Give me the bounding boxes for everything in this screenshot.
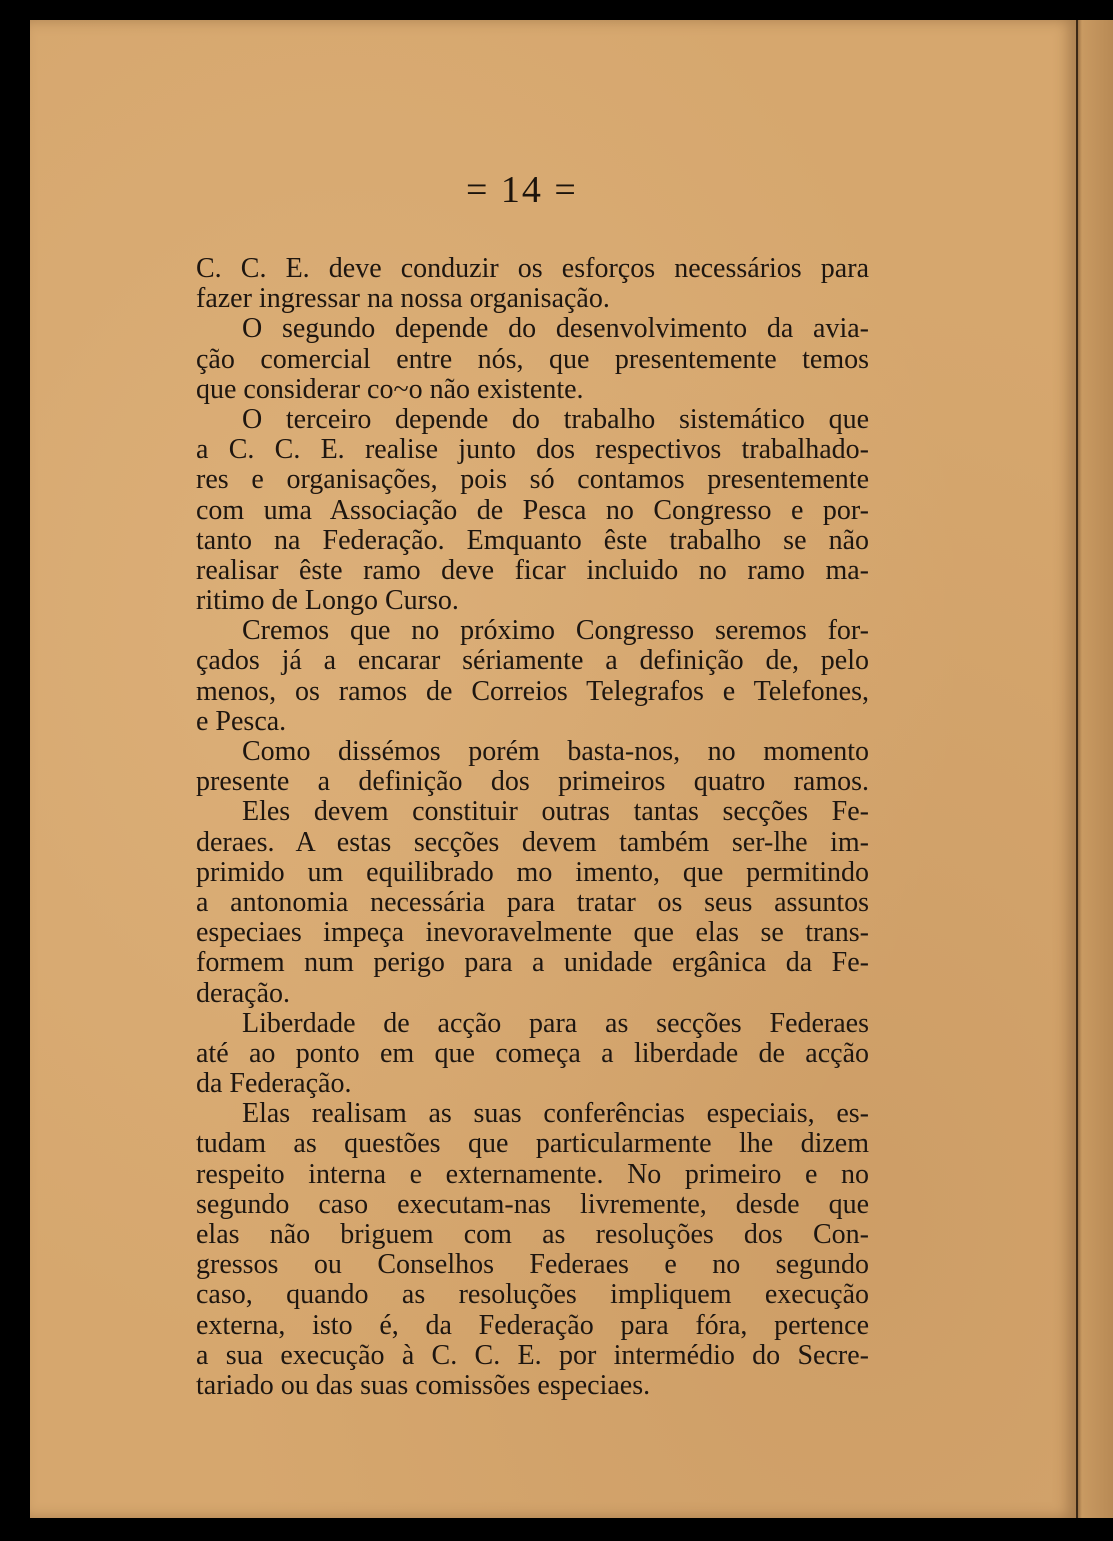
text-line: respeito interna e externamente. No primeiro e no xyxy=(196,1158,869,1190)
text-line: ritimo de Longo Curso. xyxy=(196,585,459,617)
text-line: com uma Associação de Pesca no Congresso e por- xyxy=(196,494,869,526)
text-line: Elas realisam as suas conferências especiais, es- xyxy=(242,1098,869,1130)
text-line: C. C. E. deve conduzir os esforços necessários para xyxy=(196,253,869,284)
text-line: çados já a encarar sériamente a definição de, pelo xyxy=(196,645,869,677)
text-line: da Federação. xyxy=(196,1068,352,1100)
page-number: = 14 = xyxy=(466,169,578,211)
text-line: tudam as questões que particularmente lhe dizem xyxy=(196,1128,869,1160)
text-line: gressos ou Conselhos Federaes e no segundo xyxy=(196,1249,869,1281)
text-line: tariado ou das suas comissões especiaes. xyxy=(196,1369,651,1401)
text-line: elas não briguem com as resoluções dos Con- xyxy=(196,1219,869,1250)
text-line: O terceiro depende do trabalho sistemático que xyxy=(242,403,869,435)
text-line: menos, os ramos de Correios Telegrafos e Telefones, xyxy=(196,675,869,707)
text-line: externa, isto é, da Federação para fóra, pertence xyxy=(196,1309,869,1341)
text-line: Eles devem constituir outras tantas secções Fe- xyxy=(242,796,869,828)
text-line: até ao ponto em que começa a liberdade de acção xyxy=(196,1037,869,1069)
text-line: res e organisações, pois só contamos presentemente xyxy=(196,464,869,496)
text-line: a C. C. E. realise junto dos respectivos trabalhado- xyxy=(196,434,869,466)
text-line: a sua execução à C. C. E. por intermédio do Secre- xyxy=(196,1339,869,1371)
text-line: e Pesca. xyxy=(196,705,287,737)
page-fold xyxy=(1076,20,1113,1518)
text-line: formem num perigo para a unidade ergânica da Fe- xyxy=(196,947,869,979)
text-line: especiaes impeça inevoravelmente que elas se trans- xyxy=(196,917,869,949)
text-line: fazer ingressar na nossa organisação. xyxy=(196,283,610,315)
text-line: tanto na Federação. Emquanto êste trabalho se não xyxy=(196,524,869,556)
text-line: Liberdade de acção para as secções Federaes xyxy=(242,1007,869,1039)
text-line: que considerar co~o não existente. xyxy=(196,373,584,405)
text-line: deraes. A estas secções devem também ser-lhe im- xyxy=(196,826,869,858)
text-line: caso, quando as resoluções impliquem execução xyxy=(196,1279,869,1311)
body-text xyxy=(196,254,869,1401)
text-line: primido um equilibrado mo imento, que permitindo xyxy=(196,856,869,888)
text-line: Cremos que no próximo Congresso seremos for- xyxy=(242,615,869,647)
text-line: a antonomia necessária para tratar os seus assuntos xyxy=(196,886,869,918)
text-line: deração. xyxy=(196,977,291,1009)
text-line: presente a definição dos primeiros quatro ramos. xyxy=(196,766,869,798)
text-line: Como dissémos porém basta-nos, no momento xyxy=(242,736,869,767)
text-line: O segundo depende do desenvolvimento da avia- xyxy=(242,313,869,345)
text-line: realisar êste ramo deve ficar incluido no ramo ma- xyxy=(196,554,869,586)
text-line: ção comercial entre nós, que presentemente temos xyxy=(196,343,869,375)
page-edge xyxy=(1076,20,1078,1518)
text-line: segundo caso executam-nas livremente, desde que xyxy=(196,1188,869,1220)
